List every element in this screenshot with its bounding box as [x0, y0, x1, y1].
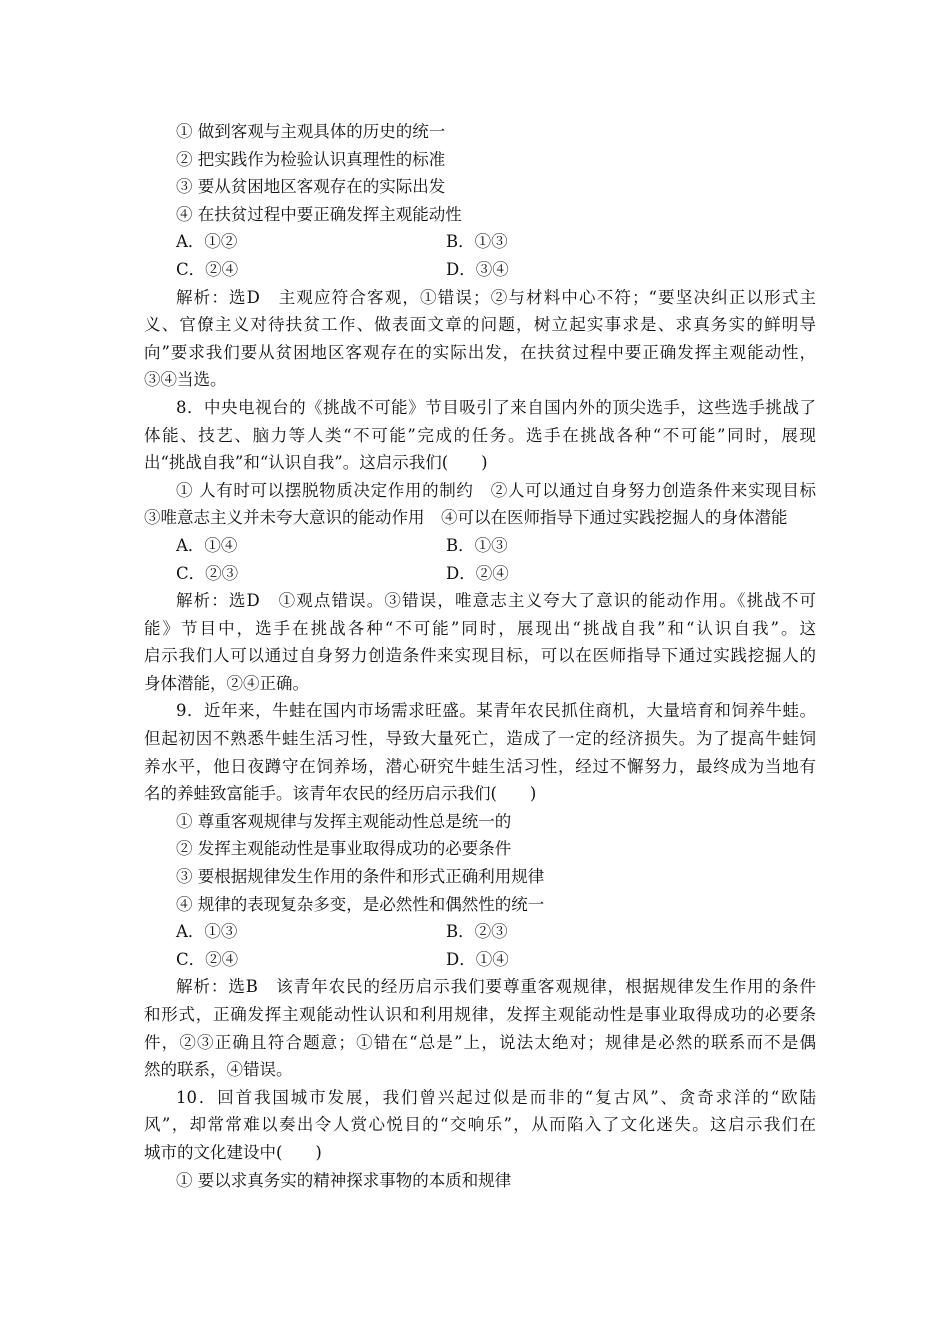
- q8-option-c: C．②③: [176, 563, 239, 583]
- q7-item-4: ④ 在扶贫过程中要正确发挥主观能动性: [176, 204, 462, 224]
- q7-option-b: B．①③: [446, 232, 508, 252]
- q8-option-a: A．①④: [176, 535, 238, 555]
- q8-analysis-line: 身体潜能，②④正确。: [144, 673, 309, 693]
- q9-item-1: ① 尊重客观规律与发挥主观能动性总是统一的: [176, 811, 512, 831]
- q9-option-d: D．①④: [446, 949, 509, 969]
- q9-item-4: ④ 规律的表现复杂多变，是必然性和偶然性的统一: [176, 894, 545, 914]
- question-8: [144, 394, 816, 698]
- q8-options-row-2: [144, 560, 816, 588]
- q7-analysis-line: ③④当选。: [144, 370, 227, 390]
- q8-stem-line: 出“挑战自我”和“认识自我”。这启示我们( ): [144, 453, 488, 473]
- q9-analysis-line: 和形式，正确发挥主观能动性认识和利用规律，发挥主观能动性是事业取得成功的必要条: [144, 1005, 816, 1024]
- q7-analysis-line: 义、官僚主义对待扶贫工作、做表面文章的问题，树立起实事求是、求真务实的鲜明导: [144, 315, 816, 335]
- q8-options-row-1: [144, 532, 816, 560]
- q9-options-row-2: [144, 946, 816, 974]
- question-9: [144, 697, 816, 1083]
- question-10: [144, 1084, 816, 1194]
- question-7-tail: [144, 118, 816, 394]
- q8-analysis-line: 能》节目中，选手在挑战各种“不可能”同时，展现出“挑战自我”和“认识自我”。这: [144, 618, 816, 638]
- q10-item-1: ① 要以求真务实的精神探求事物的本质和规律: [176, 1170, 512, 1190]
- q9-analysis-line: 然的联系，④错误。: [144, 1060, 293, 1080]
- q7-option-c: C．②④: [176, 259, 239, 279]
- document-content: [144, 118, 816, 1194]
- q9-stem-line: 但起初因不熟悉牛蛙生活习性，导致大量死亡，造成了一定的经济损失。为了提高牛蛙饲: [144, 729, 816, 749]
- q7-analysis-line: 解析：选D 主观应符合客观，①错误；②与材料中心不符；“要坚决纠正以形式主: [176, 287, 816, 307]
- q7-item-2: ② 把实践作为检验认识真理性的标准: [176, 149, 446, 169]
- q9-option-b: B．②③: [446, 922, 508, 942]
- q10-stem-line: 城市的文化建设中( ): [144, 1142, 322, 1162]
- q9-item-3: ③ 要根据规律发生作用的条件和形式正确利用规律: [176, 867, 545, 887]
- q7-options-row-1: [144, 228, 816, 256]
- q10-stem-line: 风”，却常常难以奏出令人赏心悦目的“交响乐”，从而陷入了文化迷失。这启示我们在: [144, 1115, 816, 1135]
- q8-analysis-line: 解析：选D ①观点错误。③错误，唯意志主义夸大了意识的能动作用。《挑战不可: [176, 591, 816, 611]
- q7-analysis-line: 向”要求我们要从贫困地区客观存在的实际出发，在扶贫过程中要正确发挥主观能动性，: [144, 342, 816, 362]
- q8-stem-line: 8．中央电视台的《挑战不可能》节目吸引了来自国内外的顶尖选手，这些选手挑战了: [176, 397, 816, 417]
- q10-stem-line: 10．回首我国城市发展，我们曾兴起过似是而非的“复古风”、贪奇求洋的“欧陆: [176, 1087, 816, 1107]
- q7-option-d: D．③④: [446, 259, 509, 279]
- q8-analysis-line: 启示我们人可以通过自身努力创造条件来实现目标，可以在医师指导下通过实践挖掘人的: [144, 646, 816, 666]
- q9-stem-line: 名的养蛙致富能手。该青年农民的经历启示我们( ): [144, 784, 537, 804]
- q9-stem-line: 养水平，他日夜蹲守在饲养场，潜心研究牛蛙生活习性，经过不懈努力，最终成为当地有: [144, 756, 816, 776]
- q9-option-c: C．②④: [176, 949, 239, 969]
- q9-stem-line: 9．近年来，牛蛙在国内市场需求旺盛。某青年农民抓住商机，大量培育和饲养牛蛙。: [176, 701, 816, 721]
- q9-analysis-line: 解析：选B 该青年农民的经历启示我们要尊重客观规律，根据规律发生作用的条件: [176, 977, 816, 997]
- q8-option-d: D．②④: [446, 563, 509, 583]
- q8-items-line: ③唯意志主义并未夸大意识的能动作用 ④可以在医师指导下通过实践挖掘人的身体潜能: [144, 508, 788, 528]
- q8-option-b: B．①③: [446, 535, 508, 555]
- q7-option-a: A．①②: [176, 232, 238, 252]
- q8-items-line: ① 人有时可以摆脱物质决定作用的制约 ②人可以通过自身努力创造条件来实现目标: [176, 480, 816, 500]
- q9-item-2: ② 发挥主观能动性是事业取得成功的必要条件: [176, 839, 512, 859]
- q7-options-row-2: [144, 256, 816, 284]
- q8-stem-line: 体能、技艺、脑力等人类“不可能”完成的任务。选手在挑战各种“不可能”同时，展现: [144, 425, 816, 445]
- q9-analysis-line: 件，②③正确且符合题意；①错在“总是”上，说法太绝对；规律是必然的联系而不是偶: [144, 1032, 816, 1052]
- q7-item-1: ① 做到客观与主观具体的历史的统一: [176, 122, 446, 141]
- q9-option-a: A．①③: [176, 922, 238, 942]
- q9-options-row-1: [144, 918, 816, 946]
- q7-item-3: ③ 要从贫困地区客观存在的实际出发: [176, 177, 446, 197]
